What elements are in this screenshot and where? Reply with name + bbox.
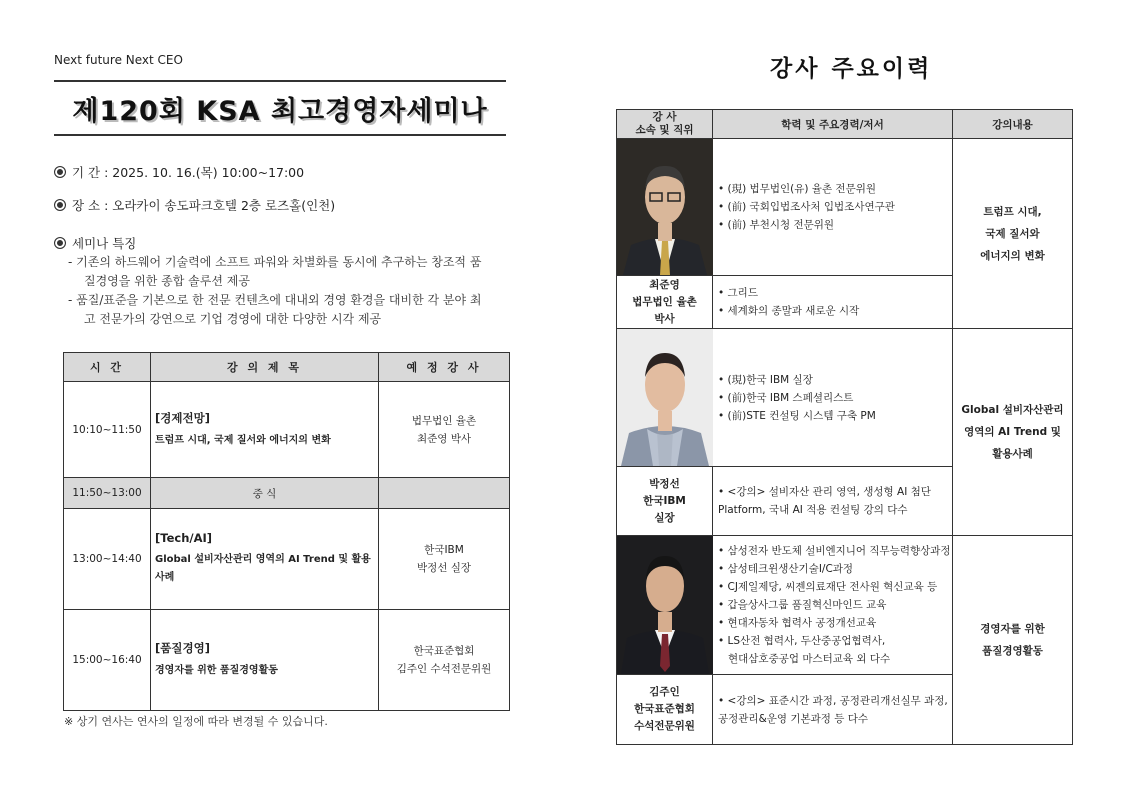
- lecture-line: Global 설비자산관리: [961, 404, 1064, 416]
- session-title: Global 설비자산관리 영역의 AI Trend 및 활용사례: [155, 554, 371, 583]
- session-speaker: [379, 509, 510, 610]
- instructor-header-row: [617, 110, 1073, 139]
- speaker-org: 한국표준협회: [413, 645, 475, 657]
- name-line: 최준영: [649, 278, 680, 291]
- instructors-title: 강사 주요이력: [770, 56, 933, 82]
- session-speaker: [379, 610, 510, 711]
- period-text: 기 간 : 2025. 10. 16.(목) 10:00~17:00: [72, 165, 305, 180]
- features-label-text: 세미나 특징: [72, 236, 137, 251]
- feature-item: - 기존의 하드웨어 기술력에 소프트 파워와 차별화를 동시에 추구하는 창조적 품질경영을 위한 종합 솔루션 제공: [68, 255, 482, 288]
- lecture-line: 에너지의 변화: [980, 249, 1045, 262]
- schedule-note: ※ 상기 연사는 연사의 일정에 따라 변경될 수 있습니다.: [64, 715, 328, 728]
- features-label: [54, 234, 136, 252]
- session-time: 13:00~14:40: [64, 509, 151, 610]
- schedule-table: [63, 352, 510, 711]
- header-lecture: 강의내용: [953, 110, 1073, 139]
- instructor-photo: [617, 536, 713, 675]
- books-cell: [713, 467, 953, 536]
- session-subject: [151, 382, 379, 478]
- seminar-title-box: [54, 80, 506, 136]
- header-speaker: 예 정 강 사: [379, 353, 510, 382]
- features-list: [68, 253, 488, 329]
- feature-item: - 품질/표준을 기본으로 한 전문 컨텐츠에 대내외 경영 환경을 대비한 각 분야 최고 전문가의 강연으로 기업 경영에 대한 다양한 시각 제공: [68, 293, 482, 326]
- instructor-row: [617, 329, 1073, 467]
- lecture-cell: [953, 139, 1073, 329]
- schedule-break-row: [64, 478, 510, 509]
- schedule-row: [64, 610, 510, 711]
- bullet-icon: [54, 166, 66, 178]
- career-cell: [713, 139, 953, 276]
- book-item: • <강의> 설비자산 관리 영역, 생성형 AI 첨단 Platform, 국내 AI 적용 컨설팅 강의 다수: [718, 483, 952, 519]
- career-item: 현대삼호중공업 마스터교육 외 다수: [728, 653, 891, 665]
- name-line: 수석전문위원: [634, 720, 695, 732]
- career-item: • (前)STE 컨설팅 시스템 구축 PM: [718, 407, 952, 425]
- name-line: 박정선: [649, 477, 680, 490]
- career-item: • 갑을상사그룹 품질혁신마인드 교육: [718, 596, 952, 614]
- book-item: • 세계화의 종말과 새로운 시작: [718, 302, 952, 320]
- lecture-line: 활용사례: [992, 448, 1033, 460]
- lecture-line: 트럼프 시대,: [983, 205, 1042, 218]
- header-subject: 강 의 제 목: [151, 353, 379, 382]
- speaker-name: 김주인 수석전문위원: [396, 663, 492, 675]
- career-item: • (前) 국회입법조사처 입법조사연구관: [718, 198, 952, 216]
- career-cell: [713, 329, 953, 467]
- tagline: Next future Next CEO: [54, 53, 183, 67]
- name-line: 김주인: [649, 686, 680, 698]
- bullet-icon: [54, 199, 66, 211]
- header-career: 학력 및 주요경력/저서: [713, 110, 953, 139]
- session-subject: [151, 610, 379, 711]
- schedule-row: [64, 382, 510, 478]
- portrait-illustration: [617, 139, 713, 275]
- session-time: 11:50~13:00: [64, 478, 151, 509]
- name-line: 박사: [654, 312, 675, 325]
- career-item: • 삼성테크윈생산기술I/C과정: [718, 560, 952, 578]
- instructor-name: [617, 276, 713, 329]
- name-line: 한국IBM: [643, 494, 686, 507]
- books-list: [718, 483, 952, 519]
- book-item: • <강의> 표준시간 과정, 공정관리개선실무 과정, 공정관리&운영 기본과정 등 다수: [718, 692, 952, 728]
- session-category: [경제전망]: [155, 410, 210, 425]
- portrait-illustration: [617, 329, 713, 466]
- career-item: • (前)한국 IBM 스페셜리스트: [718, 389, 952, 407]
- book-item: • 그리드: [718, 284, 952, 302]
- venue-info: [54, 196, 335, 214]
- name-line: 한국표준협회: [634, 703, 695, 715]
- header-instructor-line1: 강 사: [652, 111, 677, 123]
- session-subject: [151, 509, 379, 610]
- lecture-line: 품질경영활동: [982, 645, 1043, 657]
- session-time: 10:10~11:50: [64, 382, 151, 478]
- instructor-name: [617, 675, 713, 745]
- career-list: [718, 542, 952, 668]
- career-item: • (前) 부천시청 전문위원: [718, 216, 952, 234]
- break-label: 중 식: [151, 478, 379, 509]
- name-line: 실장: [654, 511, 675, 524]
- career-cell: [713, 536, 953, 675]
- career-item: • 현대자동차 협력사 공정개선교육: [718, 614, 952, 632]
- lecture-cell: [953, 536, 1073, 745]
- session-speaker: [379, 382, 510, 478]
- books-list: [718, 692, 952, 728]
- speaker-org: 한국IBM: [424, 544, 464, 556]
- header-instructor-line2: 소속 및 직위: [635, 124, 694, 136]
- schedule-header-row: [64, 353, 510, 382]
- career-item: • (現)한국 IBM 실장: [718, 371, 952, 389]
- schedule-row: [64, 509, 510, 610]
- career-item: • CJ제일제당, 씨젠의료재단 전사원 혁신교육 등: [718, 578, 952, 596]
- lecture-line: 영역의 AI Trend 및: [964, 426, 1061, 438]
- session-title: 트럼프 시대, 국제 질서와 에너지의 변화: [155, 434, 331, 446]
- seminar-title: 제120회 KSA 최고경영자세미나: [72, 95, 488, 127]
- career-item: • (現) 법무법인(유) 율촌 전문위원: [718, 180, 952, 198]
- header-time: 시 간: [64, 353, 151, 382]
- books-cell: [713, 276, 953, 329]
- career-item: • LS산전 협력사, 두산중공업협력사,: [718, 632, 952, 650]
- instructor-photo: [617, 329, 713, 467]
- speaker-org: 법무법인 율촌: [411, 414, 477, 427]
- name-line: 법무법인 율촌: [632, 295, 697, 308]
- lecture-line: 국제 질서와: [985, 227, 1040, 240]
- career-list: [718, 180, 952, 234]
- break-empty: [379, 478, 510, 509]
- session-time: 15:00~16:40: [64, 610, 151, 711]
- period-info: [54, 163, 304, 181]
- venue-text: 장 소 : 오라카이 송도파크호텔 2층 로즈홀(인천): [72, 198, 336, 213]
- instructor-row: [617, 139, 1073, 276]
- session-category: [Tech/AI]: [155, 531, 213, 545]
- speaker-name: 박정선 실장: [416, 562, 472, 574]
- career-list: [718, 371, 952, 425]
- career-item: • 삼성전자 반도체 설비엔지니어 직무능력향상과정: [718, 542, 952, 560]
- bullet-icon: [54, 237, 66, 249]
- instructor-table: [616, 109, 1073, 745]
- instructor-row: [617, 536, 1073, 675]
- instructor-name: [617, 467, 713, 536]
- speaker-name: 최준영 박사: [416, 432, 472, 445]
- session-category: [품질경영]: [155, 641, 210, 655]
- lecture-line: 경영자를 위한: [980, 623, 1045, 635]
- lecture-cell: [953, 329, 1073, 536]
- header-instructor: [617, 110, 713, 139]
- books-list: [718, 284, 952, 320]
- session-title: 경영자를 위한 품질경영활동: [155, 665, 278, 676]
- instructor-photo: [617, 139, 713, 276]
- books-cell: [713, 675, 953, 745]
- portrait-illustration: [617, 536, 713, 674]
